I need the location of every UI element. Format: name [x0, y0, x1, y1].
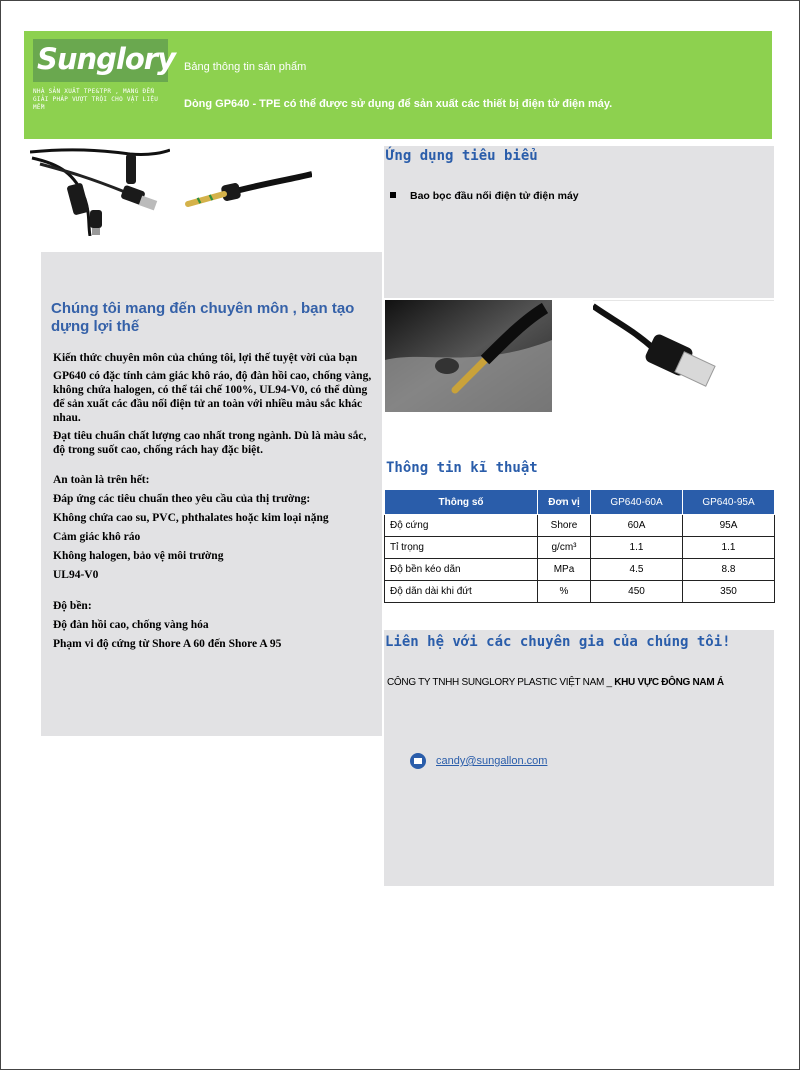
expertise-heading: Chúng tôi mang đến chuyên môn , bạn tạo dựng lợi thế — [51, 300, 355, 335]
cell-parameter: Độ bền kéo dãn — [385, 559, 538, 581]
safety-item: UL94-V0 — [53, 569, 99, 581]
safety-item: Không chứa cao su, PVC, phthalates hoặc kim loại nặng — [53, 512, 329, 524]
cell-95a: 95A — [683, 515, 775, 537]
audio-jack-image — [182, 160, 312, 215]
spec-table — [384, 489, 775, 603]
col-header-60a: GP640-60A — [591, 490, 683, 515]
col-header-parameter: Thông số — [385, 490, 538, 515]
expertise-panel — [41, 252, 382, 736]
email-icon — [410, 753, 426, 769]
cell-60a: 60A — [591, 515, 683, 537]
features-paragraph: GP640 có đặc tính cảm giác khô ráo, độ đàn hồi cao, chống vàng, không chứa halogen, có thể tái chế 100%, UL94-V0, có thể dùng để sản xuất các đầu nối điện tử an toàn với nhiều màu sắc khác nhau. — [53, 370, 372, 424]
cell-parameter: Tỉ trọng — [385, 537, 538, 559]
bullet-square-icon — [390, 192, 396, 198]
cell-95a: 350 — [683, 581, 775, 603]
expertise-paragraph: Kiến thức chuyên môn của chúng tôi, lợi thế tuyệt vời của bạn — [53, 352, 358, 364]
applications-title: Ứng dụng tiêu biểu — [386, 148, 538, 164]
durability-heading: Độ bền: — [53, 600, 92, 612]
company-name — [387, 677, 724, 688]
application-item-label: Bao bọc đầu nối điện tử điện máy — [410, 190, 579, 202]
cell-unit: MPa — [538, 559, 591, 581]
cell-95a: 8.8 — [683, 559, 775, 581]
col-header-unit: Đơn vị — [538, 490, 591, 515]
applications-panel — [384, 146, 774, 298]
cell-unit: % — [538, 581, 591, 603]
datasheet-label: Bảng thông tin sản phẩm — [184, 61, 307, 73]
region-label: KHU VỰC ĐÔNG NAM Á — [614, 677, 724, 688]
application-item — [390, 190, 579, 202]
cable-connectors-image — [30, 144, 170, 236]
company-tagline: NHÀ SẢN XUẤT TPE&TPR , MANG ĐẾN GIẢI PHÁP VƯỢT TRỘI CHO VẬT LIỆU MỀM — [33, 88, 159, 111]
company-label: CÔNG TY TNHH SUNGLORY PLASTIC VIỆT NAM _ — [387, 677, 615, 688]
usb-cable-image — [593, 300, 774, 427]
cell-60a: 450 — [591, 581, 683, 603]
quality-paragraph: Đạt tiêu chuẩn chất lượng cao nhất trong ngành. Dù là màu sắc, độ trong suốt cao, chống rách hay đặc biệt. — [53, 430, 367, 456]
durability-item: Phạm vi độ cứng từ Shore A 60 đến Shore A 95 — [53, 638, 282, 650]
cell-95a: 1.1 — [683, 537, 775, 559]
cell-unit: Shore — [538, 515, 591, 537]
tech-info-title: Thông tin kĩ thuật — [386, 460, 538, 476]
safety-item: Không halogen, bảo vệ môi trường — [53, 550, 224, 562]
logo-text: Sunglory — [37, 42, 176, 76]
email-row — [410, 753, 547, 769]
table-row — [385, 559, 775, 581]
cell-60a: 4.5 — [591, 559, 683, 581]
sunglory-logo — [33, 39, 176, 82]
product-description: Dòng GP640 - TPE có thể được sử dụng để sản xuất các thiết bị điện tử điện máy. — [184, 98, 613, 110]
cell-parameter: Độ dãn dài khi đứt — [385, 581, 538, 603]
safety-item: Đáp ứng các tiêu chuẩn theo yêu cầu của thị trường: — [53, 493, 311, 505]
durability-item: Độ đàn hồi cao, chống vàng hóa — [53, 619, 209, 631]
cell-60a: 1.1 — [591, 537, 683, 559]
safety-heading: An toàn là trên hết: — [53, 474, 150, 486]
header-banner — [24, 31, 772, 139]
cell-unit: g/cm³ — [538, 537, 591, 559]
phone-jack-image — [385, 300, 552, 412]
col-header-95a: GP640-95A — [683, 490, 775, 515]
contact-panel — [384, 630, 774, 886]
safety-item: Cảm giác khô ráo — [53, 531, 141, 543]
contact-title: Liên hệ với các chuyên gia của chúng tôi! — [385, 634, 731, 650]
expertise-body — [53, 351, 373, 656]
spec-header-row — [385, 490, 775, 515]
table-row — [385, 581, 775, 603]
email-link[interactable]: candy@sungallon.com — [436, 755, 548, 767]
cell-parameter: Độ cứng — [385, 515, 538, 537]
table-row — [385, 515, 775, 537]
table-row — [385, 537, 775, 559]
